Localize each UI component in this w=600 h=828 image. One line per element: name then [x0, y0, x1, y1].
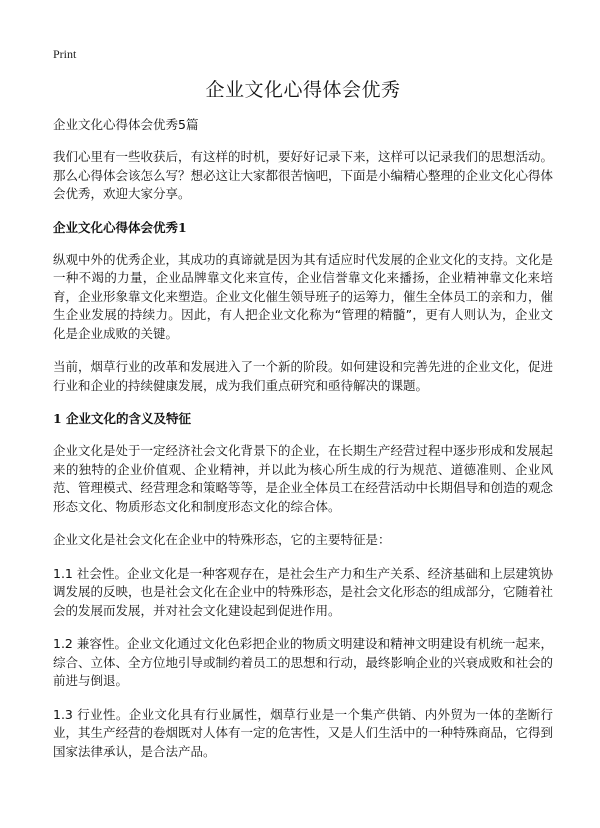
- article: [53, 78, 553, 776]
- paragraph-2: 当前，烟草行业的改革和发展进入了一个新的阶段。如何建设和完善先进的企业文化，促进行业和企业的持续健康发展，成为我们重点研究和亟待解决的课题。: [53, 359, 554, 393]
- print-link[interactable]: Print: [53, 47, 77, 61]
- intro-paragraph: 我们心里有一些收获后，有这样的时机，要好好记录下来，这样可以记录我们的思想活动。那么心得体会该怎么写？想必这让大家都很苦恼吧，下面是小编精心整理的企业文化心得体会优秀，欢迎大家分享。: [53, 149, 554, 201]
- paragraph-4: 企业文化是社会文化在企业中的特殊形态，它的主要特征是：: [53, 532, 391, 547]
- paragraph-1: 纵观中外的优秀企业，其成功的真谛就是因为其有适应时代发展的企业文化的支持。文化是一种不竭的力量，企业品牌靠文化来宣传，企业信誉靠文化来播扬，企业精神靠文化来培育，企业形象靠文化来塑造。企业文化催生领导班子的运筹力，催生全体员工的亲和力，催生企业发展的持续力。因此，有人把企业文化称为“管理的精髓”，更有人则认为，企业文化是企业成败的关键。: [53, 251, 554, 341]
- section-heading-2: 1 企业文化的含义及特征: [53, 411, 192, 426]
- paragraph-3: 企业文化是处于一定经济社会文化背景下的企业，在长期生产经营过程中逐步形成和发展起来的独特的企业价值观、企业精神，并以此为核心所生成的行为规范、道德准则、企业风范、管理模式、经营理念和策略等等，是企业全体员工在经营活动中长期倡导和创造的观念形态文化、物质形态文化和制度形态文化的综合体。: [53, 443, 554, 514]
- point-1-2: 1.2 兼容性。企业文化通过文化色彩把企业的物质文明建设和精神文明建设有机统一起来，综合、立体、全方位地引导或制约着员工的思想和行动，最终影响企业的兴衰成败和社会的前进与倒退。: [53, 636, 554, 688]
- article-subtitle: 企业文化心得体会优秀5篇: [53, 117, 199, 132]
- section-heading-1: 企业文化心得体会优秀1: [53, 219, 187, 235]
- page-title: 企业文化心得体会优秀: [205, 79, 401, 101]
- point-1-3: 1.3 行业性。企业文化具有行业属性，烟草行业是一个集产供销、内外贸为一体的垄断行业，其生产经营的卷烟既对人体有一定的危害性，又是人们生活中的一种特殊商品，它得到国家法律承认，是合法产品。: [53, 706, 554, 759]
- point-1-1: 1.1 社会性。企业文化是一种客观存在，是社会生产力和生产关系、经济基础和上层建筑协调发展的反映，也是社会文化在企业中的特殊形态，是社会文化形态的组成部分，它随着社会的发展而发展，并对社会文化建设起到促进作用。: [53, 565, 554, 618]
